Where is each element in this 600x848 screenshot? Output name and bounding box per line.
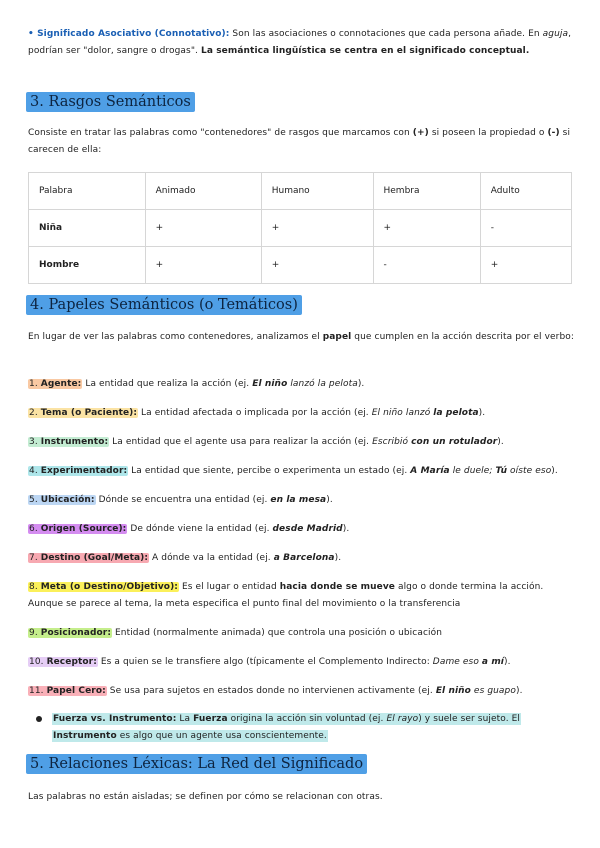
role-label (28, 437, 109, 447)
role-name: Posicionador: (40, 628, 112, 638)
example: con un rotulador (411, 437, 498, 447)
text: algo o donde termina la acción. Aunque se parece al tema, la meta especifica el punto final del movimiento o la transferencia (28, 582, 544, 609)
section-4-description (28, 329, 574, 346)
text: origina la acción sin voluntad (ej. (227, 714, 387, 724)
role-name: Experimentador: (40, 466, 128, 476)
bold-phrase: hacia donde se mueve (279, 582, 395, 592)
role-label (28, 657, 98, 667)
section-heading-3: 3. Rasgos Semánticos (26, 92, 195, 112)
section-heading-5: 5. Relaciones Léxicas: La Red del Significado (26, 754, 367, 774)
example: le duele; (449, 466, 496, 476)
role-agente (28, 376, 574, 393)
example: desde Madrid (272, 524, 343, 534)
table-cell: - (480, 210, 571, 247)
role-label (28, 408, 138, 418)
text: De dónde viene la entidad (ej. (127, 524, 273, 534)
example: lanzó la pelota (287, 379, 358, 389)
example: en la mesa (270, 495, 327, 505)
text: es algo que un agente usa conscientemente. (116, 731, 327, 741)
text: Consiste en tratar las palabras como "contenedores" de rasgos que marcamos con (28, 128, 413, 138)
bold-word: papel (322, 332, 352, 342)
role-meta (28, 579, 576, 613)
role-number: 9. (29, 628, 41, 638)
text: ). (334, 553, 342, 563)
example: a mí (481, 657, 504, 667)
example: Dame eso (432, 657, 482, 667)
role-origen (28, 521, 574, 538)
note-highlight (52, 713, 521, 742)
example: El rayo (386, 714, 419, 724)
text: A dónde va la entidad (ej. (149, 553, 274, 563)
header-cell: Animado (145, 173, 261, 210)
word-cell: Niña (29, 210, 146, 247)
table-row (29, 247, 572, 284)
role-label (28, 379, 82, 389)
role-name: Receptor: (46, 657, 97, 667)
role-name: Instrumento: (40, 437, 109, 447)
text: La entidad afectada o implicada por la acción (ej. (138, 408, 372, 418)
role-number: 4. (29, 466, 41, 476)
example: Escribió (372, 437, 412, 447)
table-header-row (29, 173, 572, 210)
role-papel-cero (28, 683, 574, 700)
text: Es a quien se le transfiere algo (típicamente el Complemento Indirecto: (97, 657, 433, 667)
role-label (28, 466, 128, 476)
section-3-description (28, 125, 574, 159)
example: El niño (435, 686, 471, 696)
word-cell: Hombre (29, 247, 146, 284)
bullet-icon (36, 716, 42, 722)
table-cell: - (373, 247, 480, 284)
text: ). (342, 524, 350, 534)
text: La entidad que el agente usa para realizar la acción (ej. (109, 437, 373, 447)
role-name: Papel Cero: (46, 686, 106, 696)
table-cell: + (145, 247, 261, 284)
role-instrumento (28, 434, 574, 451)
text: ). (357, 379, 365, 389)
header-cell: Humano (261, 173, 373, 210)
role-label (28, 495, 96, 505)
header-cell: Adulto (480, 173, 571, 210)
table-cell: + (145, 210, 261, 247)
header-cell: Palabra (29, 173, 146, 210)
text: La (176, 714, 194, 724)
fuerza-note (52, 711, 572, 745)
connotative-paragraph (28, 26, 574, 60)
role-number: 5. (29, 495, 41, 505)
text: Entidad (normalmente animada) que controla una posición o ubicación (112, 628, 443, 638)
role-receptor (28, 654, 574, 671)
role-number: 1. (29, 379, 41, 389)
header-cell: Hembra (373, 173, 480, 210)
role-name: Tema (o Paciente): (40, 408, 138, 418)
role-number: 3. (29, 437, 41, 447)
table-cell: + (261, 247, 373, 284)
table-cell: + (261, 210, 373, 247)
role-number: 11. (29, 686, 47, 696)
section-5-description: Las palabras no están aisladas; se definen por cómo se relacionan con otras. (28, 792, 383, 802)
example: la pelota (433, 408, 479, 418)
role-number: 7. (29, 553, 41, 563)
role-name: Destino (Goal/Meta): (40, 553, 149, 563)
role-tema (28, 405, 574, 422)
text: Es el lugar o entidad (178, 582, 280, 592)
text: La entidad que siente, percibe o experimenta un estado (ej. (128, 466, 411, 476)
role-number: 2. (29, 408, 41, 418)
role-ubicacion (28, 492, 574, 509)
text: Dónde se encuentra una entidad (ej. (95, 495, 271, 505)
text: si carecen de ella: (28, 128, 571, 155)
text: La entidad que realiza la acción (ej. (82, 379, 253, 389)
role-name: Agente: (40, 379, 82, 389)
text: ). (551, 466, 558, 476)
text: Se usa para sujetos en estados donde no intervienen activamente (ej. (106, 686, 436, 696)
example: El niño lanzó (371, 408, 434, 418)
example-word: aguja (542, 29, 569, 39)
role-number: 10. (29, 657, 47, 667)
role-label (28, 582, 179, 592)
text: ). (326, 495, 333, 505)
text: , podrían ser "dolor, sangre o drogas". (28, 29, 572, 56)
role-name: Ubicación: (40, 495, 95, 505)
role-name: Meta (o Destino/Objetivo): (40, 582, 178, 592)
example: A María (410, 466, 450, 476)
features-table (28, 172, 572, 284)
role-name: Origen (Source): (40, 524, 127, 534)
bold-word: Fuerza (193, 714, 228, 724)
bold-statement: La semántica lingüística se centra en el significado conceptual. (200, 46, 530, 56)
role-label (28, 628, 112, 638)
role-label (28, 524, 127, 534)
text: ). (497, 437, 504, 447)
example: Tú (495, 466, 508, 476)
table-row (29, 210, 572, 247)
plus-marker: (+) (412, 128, 429, 138)
role-label (28, 553, 149, 563)
example: El niño (252, 379, 288, 389)
minus-marker: (-) (547, 128, 560, 138)
example: oíste eso (507, 466, 552, 476)
text: ) y suele ser sujeto. El (418, 714, 521, 724)
example: a Barcelona (273, 553, 335, 563)
text: En lugar de ver las palabras como contenedores, analizamos el (28, 332, 323, 342)
role-experimentador (28, 463, 588, 480)
text: ). (503, 657, 511, 667)
text: ). (515, 686, 523, 696)
role-number: 6. (29, 524, 41, 534)
role-destino (28, 550, 574, 567)
section-heading-4: 4. Papeles Semánticos (o Temáticos) (26, 295, 302, 315)
table-cell: + (480, 247, 571, 284)
text: que cumplen en la acción descrita por el verbo: (351, 332, 575, 342)
text: si poseen la propiedad o (428, 128, 548, 138)
note-title: Fuerza vs. Instrumento: (53, 714, 177, 724)
text: Son las asociaciones o connotaciones que cada persona añade. En (229, 29, 543, 39)
role-number: 8. (29, 582, 41, 592)
text: ). (478, 408, 486, 418)
example: es guapo (470, 686, 516, 696)
bold-word: Instrumento (53, 731, 117, 741)
role-posicionador (28, 625, 574, 642)
table-cell: + (373, 210, 480, 247)
connotative-label: • Significado Asociativo (Connotativo): (28, 29, 230, 39)
role-label (28, 686, 107, 696)
